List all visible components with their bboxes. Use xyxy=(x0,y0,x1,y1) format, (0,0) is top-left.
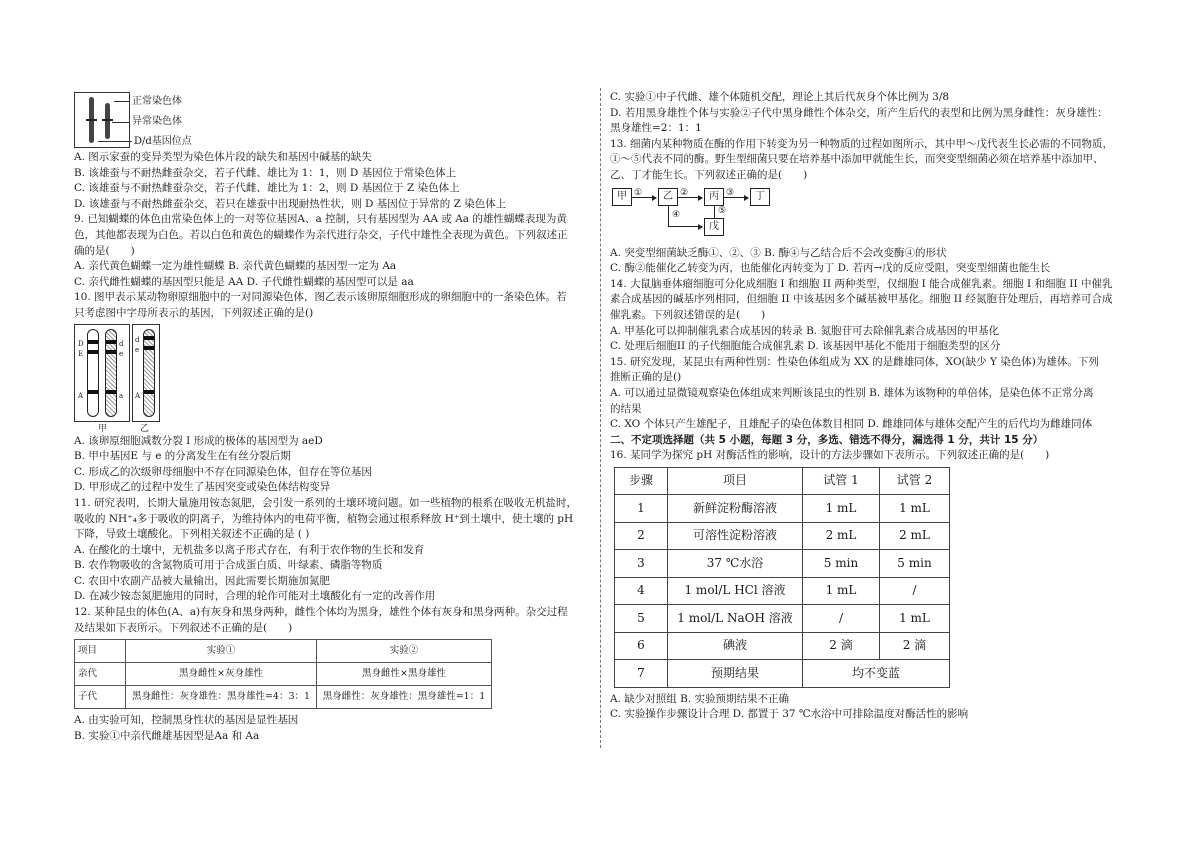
q11-option-d: D. 在减少铵态氮肥施用的同时，合理的轮作可能对土壤酸化有一定的改善作用 xyxy=(74,590,436,603)
table-row: 3 37 ℃水浴 5 min 5 min xyxy=(615,550,950,578)
q16-table xyxy=(614,467,950,688)
q10-option-a: A. 该卵原细胞减数分裂 I 形成的极体的基因型为 aeD xyxy=(74,434,323,447)
enzyme-1-label: ① xyxy=(634,187,643,198)
table-row: 7 预期结果 均不变蓝 xyxy=(615,660,950,688)
enzyme-2-label: ② xyxy=(680,187,689,198)
q9-line: 确的是( ) xyxy=(74,244,135,257)
label-normal-chromosome: 正常染色体 xyxy=(132,96,182,107)
q8-option-d: D. 该雄蚕与不耐热雌蚕杂交，若只在雄蚕中出现耐热性状，则 D 基因位于异常的 Z 染色体上 xyxy=(74,197,507,210)
q10-line: 只考虑图中字母所表示的基因，下列叙述正确的是() xyxy=(74,306,314,319)
q15-line: 推断正确的是() xyxy=(610,371,682,384)
left-column xyxy=(74,90,596,744)
q12-line: 12. 某种昆虫的体色(A、a)有灰身和黑身两种，雌性个体均为黑身，雄性个体有灰身和黑身两种。杂交过程 xyxy=(74,606,568,619)
abnormal-chromosome xyxy=(105,103,110,139)
table-header-row: 步骤 项目 试管 1 试管 2 xyxy=(615,467,950,495)
q12-line: 及结果如下表所示。下列叙述不正确的是( ) xyxy=(74,621,293,634)
enzyme-4-label: ④ xyxy=(672,209,681,220)
q14-option-ab: A. 甲基化可以抑制催乳素合成基因的转录 B. 氮胞苷可去除催乳素合成基因的甲基化 xyxy=(610,324,999,337)
q12-option-d: D. 若用黑身雄性个体与实验②子代中黑身雌性个体杂交，所产生后代的表型和比例为黑身雌性：灰身雄性： xyxy=(610,106,1108,119)
gene-locus-mark xyxy=(102,119,113,121)
arrow xyxy=(678,197,702,198)
arrow xyxy=(632,197,656,198)
q11-option-b: B. 农作物吸收的含氮物质可用于合成蛋白质、叶绿素、磷脂等物质 xyxy=(74,559,383,572)
q13-option-ab: A. 突变型细菌缺乏酶①、②、③ B. 酶④与乙结合后不会改变酶④的形状 xyxy=(610,246,947,259)
q12-option-c: C. 实验①中子代雌、雄个体随机交配，理论上其后代灰身个体比例为 3/8 xyxy=(610,91,950,103)
q14-line: 14. 大鼠脑垂体瘤细胞可分化成细胞 I 和细胞 II 两种类型，仅细胞 I 能合成催乳素。细胞 I 和细胞 II 中催乳 xyxy=(610,277,1113,290)
q11-option-c: C. 农田中农副产品被大量输出，因此需要长期施加氮肥 xyxy=(74,574,330,587)
figure-jia-frame: D E A d e a xyxy=(74,324,130,422)
q16-option-ab: A. 缺少对照组 B. 实验预期结果不正确 xyxy=(610,692,789,705)
q12-option-b: B. 实验①中亲代雌雄基因型是Aa 和 Aa xyxy=(74,729,260,742)
node-yi: 乙 xyxy=(658,188,678,206)
q16-line: 16. 某同学为探究 pH 对酶活性的影响，设计的方法步骤如下表所示。下列叙述正确的是( ) xyxy=(610,449,1050,462)
label-abnormal-chromosome: 异常染色体 xyxy=(132,116,182,127)
node-wu: 戊 xyxy=(704,218,724,236)
q11-line: 11. 研究表明，长期大量施用铵态氮肥，会引发一系列的土壤环境问题。如一些植物的根系在吸收无机盐时， xyxy=(74,496,578,509)
q11-line: 下降，导致土壤酸化。下列相关叙述不正确的是 ( ) xyxy=(74,528,310,541)
q15-option-ab: A. 可以通过显微镜观察染色体组成来判断该昆虫的性别 B. 雄体为该物种的单倍体，是染色体不正常分离 xyxy=(610,386,1094,399)
q10-option-c: C. 形成乙的次级卵母细胞中不存在同源染色体，但存在等位基因 xyxy=(74,465,372,478)
q13-line: ①～⑤代表不同的酶。野生型细菌只要在培养基中添加甲就能生长，而突变型细菌必须在培养基中添加甲、 xyxy=(610,153,1104,166)
arrow xyxy=(724,197,748,198)
q13-line: 乙、丁才能生长。下列叙述正确的是( ) xyxy=(610,168,808,181)
q11-line: 吸收的 NH⁺₄多于吸收的阴离子，为维持体内的电荷平衡，植物会通过根系释放 H⁺到土壤中，使土壤的 pH xyxy=(74,512,574,525)
chromosome-figure-2 xyxy=(74,324,234,434)
right-column xyxy=(610,90,1145,723)
chromosome-yi xyxy=(143,329,155,417)
table-row: 项目 实验① 实验② xyxy=(75,640,492,663)
node-bing: 丙 xyxy=(704,188,724,206)
caption-yi: 乙 xyxy=(140,423,150,434)
enzyme-5-label: ⑤ xyxy=(718,205,727,216)
q16-option-cd: C. 实验操作步骤设计合理 D. 都置于 37 ℃水浴中可排除温度对酶活性的影响 xyxy=(610,708,969,721)
table-row: 2 可溶性淀粉溶液 2 mL 2 mL xyxy=(615,522,950,550)
q8-option-a: A. 图示家蚕的变异类型为染色体片段的缺失和基因中碱基的缺失 xyxy=(74,151,372,163)
figure-yi-frame: d e A xyxy=(132,324,160,422)
q9-line: 9. 已知蝴蝶的体色由常染色体上的一对等位基因A、a 控制，只有基因型为 AA 或 Aa 的雄性蝴蝶表现为黄 xyxy=(74,213,567,226)
column-divider xyxy=(600,88,601,748)
q15-option-b-cont: 的结果 xyxy=(610,402,642,415)
caption-jia: 甲 xyxy=(98,423,108,434)
q9-line: 色，其他都表现为白色。若以白色和黄色的蝴蝶作为亲代进行杂交，子代中雄性全表现为黄色。下列叙述正 xyxy=(74,228,568,241)
metabolic-pathway-diagram xyxy=(610,184,830,246)
q10-option-b: B. 甲中基因E 与 e 的分离发生在有丝分裂后期 xyxy=(74,450,291,463)
q10-line: 10. 图甲表示某动物卵原细胞中的一对同源染色体，图乙表示该卵原细胞形成的卵细胞中的一条染色体。若 xyxy=(74,291,567,304)
q12-table xyxy=(74,639,492,709)
q8-option-b: B. 该雄蚕与不耐热雌蚕杂交，若子代雌、雄比为 1：1，则 D 基因位于常染色体上 xyxy=(74,166,457,179)
table-row: 5 1 mol/L NaOH 溶液 / 1 mL xyxy=(615,605,950,633)
chromosome-jia-2 xyxy=(105,329,117,417)
q14-option-cd: C. 处理后细胞II 的子代细胞能合成催乳素 D. 该基因甲基化不能用于细胞类型的区分 xyxy=(610,340,1001,353)
q8-option-c: C. 该雄蚕与不耐热雌蚕杂交，若子代雌、雄比为 1：2，则 D 基因位于 Z 染色体上 xyxy=(74,182,460,195)
q11-option-a: A. 在酸化的土壤中，无机盐多以离子形式存在，有利于农作物的生长和发育 xyxy=(74,543,425,556)
q9-option-ab: A. 亲代黄色蝴蝶一定为雄性蝴蝶 B. 亲代黄色蝴蝶的基因型一定为 Aa xyxy=(74,260,397,273)
chromosome-figure-1 xyxy=(74,90,274,150)
section-2-heading: 二、不定项选择题（共 5 小题，每题 3 分，多选、错选不得分，漏选得 1 分，共计 15 分） xyxy=(610,433,1044,446)
node-jia: 甲 xyxy=(612,188,632,206)
q14-line: 催乳素。下列叙述错误的是( ) xyxy=(610,308,766,321)
gene-locus-mark xyxy=(86,119,97,121)
q12-option-a: A. 由实验可知，控制黑身性状的基因是显性基因 xyxy=(74,714,299,727)
q12-option-d-cont: 黑身雄性=2：1：1 xyxy=(610,122,702,135)
q9-option-cd: C. 亲代雌性蝴蝶的基因型只能是 AA D. 子代雌性蝴蝶的基因型可以是 aa xyxy=(74,275,414,288)
chromosome-jia-1 xyxy=(87,329,99,417)
table-row: 子代 黑身雌性：灰身雄性：黑身雄性=4：3：1 黑身雌性：灰身雄性：黑身雄性=1：1 xyxy=(75,686,492,709)
q14-line: 素合成基因的碱基序列相同，但细胞 II 中该基因多个碱基被甲基化。细胞 II 经氮胞苷处理后，再培养可合成 xyxy=(610,293,1113,306)
enzyme-3-label: ③ xyxy=(726,187,735,198)
q15-line: 15. 研究发现，某昆虫有两种性别：性染色体组成为 XX 的是雌雄同体，XO(缺少 Y 染色体)为雄体。下列 xyxy=(610,355,1099,368)
q13-option-cd: C. 酶②能催化乙转变为丙，也能催化丙转变为丁 D. 若丙→戊的反应受阻，突变型细菌也能生长 xyxy=(610,262,1051,275)
arrow xyxy=(668,226,702,227)
table-row: 4 1 mol/L HCl 溶液 1 mL / xyxy=(615,577,950,605)
q13-line: 13. 细菌内某种物质在酶的作用下转变为另一种物质的过程如图所示，其中甲～戊代表生长必需的不同物质， xyxy=(610,137,1114,150)
table-row: 亲代 黑身雌性×灰身雄性 黑身雌性×黑身雄性 xyxy=(75,663,492,686)
q15-option-cd: C. XO 个体只产生雄配子，且雄配子的染色体数目相同 D. 雌雄同体与雄体交配产生的后代均为雌雄同体 xyxy=(610,418,1093,431)
table-row: 1 新鲜淀粉酶溶液 1 mL 1 mL xyxy=(615,495,950,523)
table-row: 6 碘液 2 滴 2 滴 xyxy=(615,632,950,660)
q10-option-d: D. 甲形成乙的过程中发生了基因突变或染色体结构变异 xyxy=(74,481,331,494)
label-gene-locus: D/d基因位点 xyxy=(134,136,192,147)
node-ding: 丁 xyxy=(750,188,770,206)
